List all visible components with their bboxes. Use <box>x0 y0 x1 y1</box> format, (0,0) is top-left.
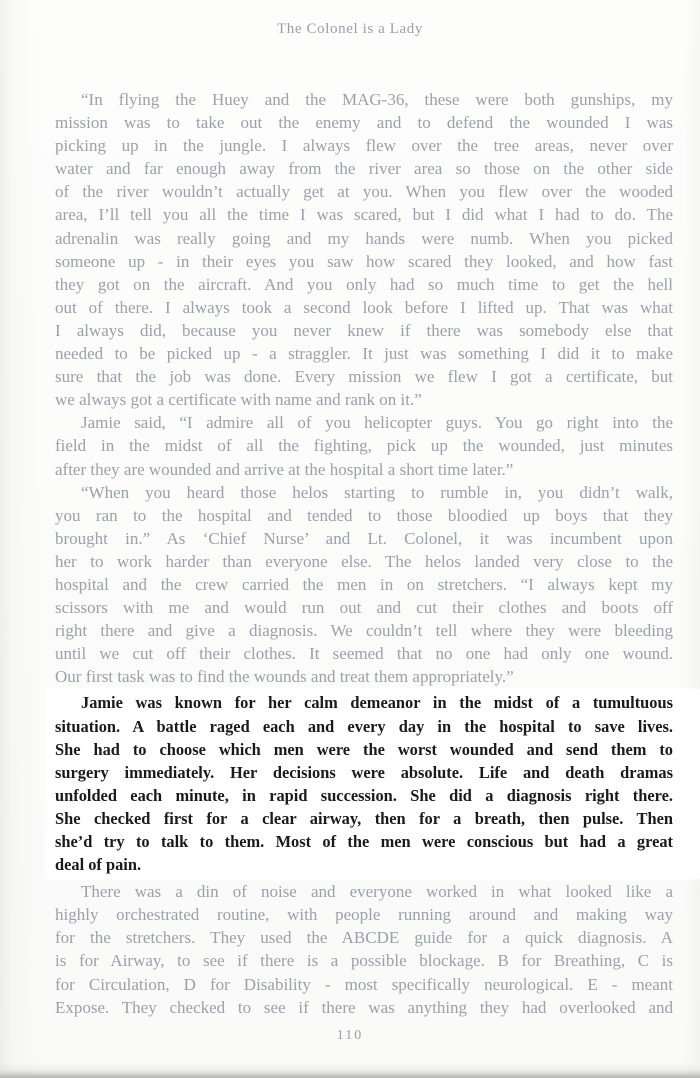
text-line: of the river wouldn’t actually get at you. When you flew over the wooded <box>55 182 673 202</box>
paragraph <box>55 880 673 1019</box>
text-line: adrenalin was really going and my hands were numb. When you picked <box>55 228 673 248</box>
text-line: unfolded each minute, in rapid succession. She did a diagnosis right there. <box>55 785 673 805</box>
text-line: after they are wounded and arrive at the hospital a short time later.” <box>55 459 514 479</box>
text-line: her to work harder than everyone else. The helos landed very close to the <box>55 551 673 571</box>
text-line: area, I’ll tell you all the time I was scared, but I did what I had to do. The <box>55 205 673 225</box>
text-line: is for Airway, to see if there is a possible blockage. B for Breathing, C is <box>55 951 673 971</box>
text-line: for Circulation, D for Disability - most specifically neurological. E - meant <box>55 974 673 994</box>
scan-edge-strip <box>0 1062 700 1078</box>
text-line: until we cut off their clothes. It seemed that no one had only one wound. <box>55 644 673 664</box>
paragraph <box>55 481 673 689</box>
text-line: situation. A battle raged each and every day in the hospital to save lives. <box>55 716 673 736</box>
text-line: Jamie said, “I admire all of you helicopter guys. You go right into the <box>81 413 673 433</box>
text-line: “In flying the Huey and the MAG-36, these were both gunships, my <box>81 90 673 109</box>
text-line: She had to choose which men were the worst wounded and send them to <box>55 739 673 759</box>
text-line: someone up - in their eyes you saw how scared they looked, and how fast <box>55 251 673 271</box>
text-line: deal of pain. <box>55 855 142 875</box>
text-line: field in the midst of all the fighting, pick up the wounded, just minutes <box>55 436 673 456</box>
text-line: hospital and the crew carried the men in on stretchers. “I always kept my <box>55 574 673 594</box>
text-line: needed to be picked up - a straggler. It just was something I did it to make <box>55 344 673 364</box>
text-line: you ran to the hospital and tended to those bloodied up boys that they <box>55 505 673 525</box>
body-text <box>55 88 673 1019</box>
text-line: She checked first for a clear airway, then for a breath, then pulse. Then <box>55 808 673 828</box>
paragraph <box>55 411 673 480</box>
text-line: picking up in the jungle. I always flew over the tree areas, never over <box>55 136 673 156</box>
text-line: I always did, because you never knew if there was somebody else that <box>55 320 673 340</box>
paragraph <box>55 88 673 411</box>
text-line: for the stretchers. They used the ABCDE guide for a quick diagnosis. A <box>55 928 673 948</box>
running-head: The Colonel is a Lady <box>277 21 423 37</box>
text-line: we always got a certificate with name and rank on it.” <box>55 390 422 410</box>
text-line: sure that the job was done. Every mission we flew I got a certificate, but <box>55 367 673 387</box>
text-line: out of there. I always took a second look before I lifted up. That was what <box>55 297 673 317</box>
highlighted-paragraph <box>46 689 700 879</box>
text-line: Jamie was known for her calm demeanor in the midst of a tumultuous <box>81 693 673 713</box>
text-line: scissors with me and would run out and cut their clothes and boots off <box>55 598 673 618</box>
text-line: surgery immediately. Her decisions were absolute. Life and death dramas <box>55 762 673 782</box>
page-number: 110 <box>336 1028 364 1043</box>
text-line: mission was to take out the enemy and to defend the wounded I was <box>55 113 673 133</box>
text-line: highly orchestrated routine, with people running around and making way <box>55 905 673 925</box>
text-line: Our first task was to find the wounds and treat them appropriately.” <box>55 667 514 687</box>
text-line: brought in.” As ‘Chief Nurse’ and Lt. Colonel, it was incumbent upon <box>55 528 673 548</box>
text-line: they got on the aircraft. And you only had so much time to get the hell <box>55 274 673 294</box>
text-line: water and far enough away from the river area so those on the other side <box>55 159 673 179</box>
text-line: she’d try to talk to them. Most of the men were conscious but had a great <box>55 832 673 851</box>
text-line: There was a din of noise and everyone worked in what looked like a <box>81 882 673 902</box>
text-line: “When you heard those helos starting to rumble in, you didn’t walk, <box>81 482 673 502</box>
text-line: Expose. They checked to see if there was anything they had overlooked and <box>55 997 673 1017</box>
text-line: right there and give a diagnosis. We couldn’t tell where they were bleeding <box>55 621 673 641</box>
